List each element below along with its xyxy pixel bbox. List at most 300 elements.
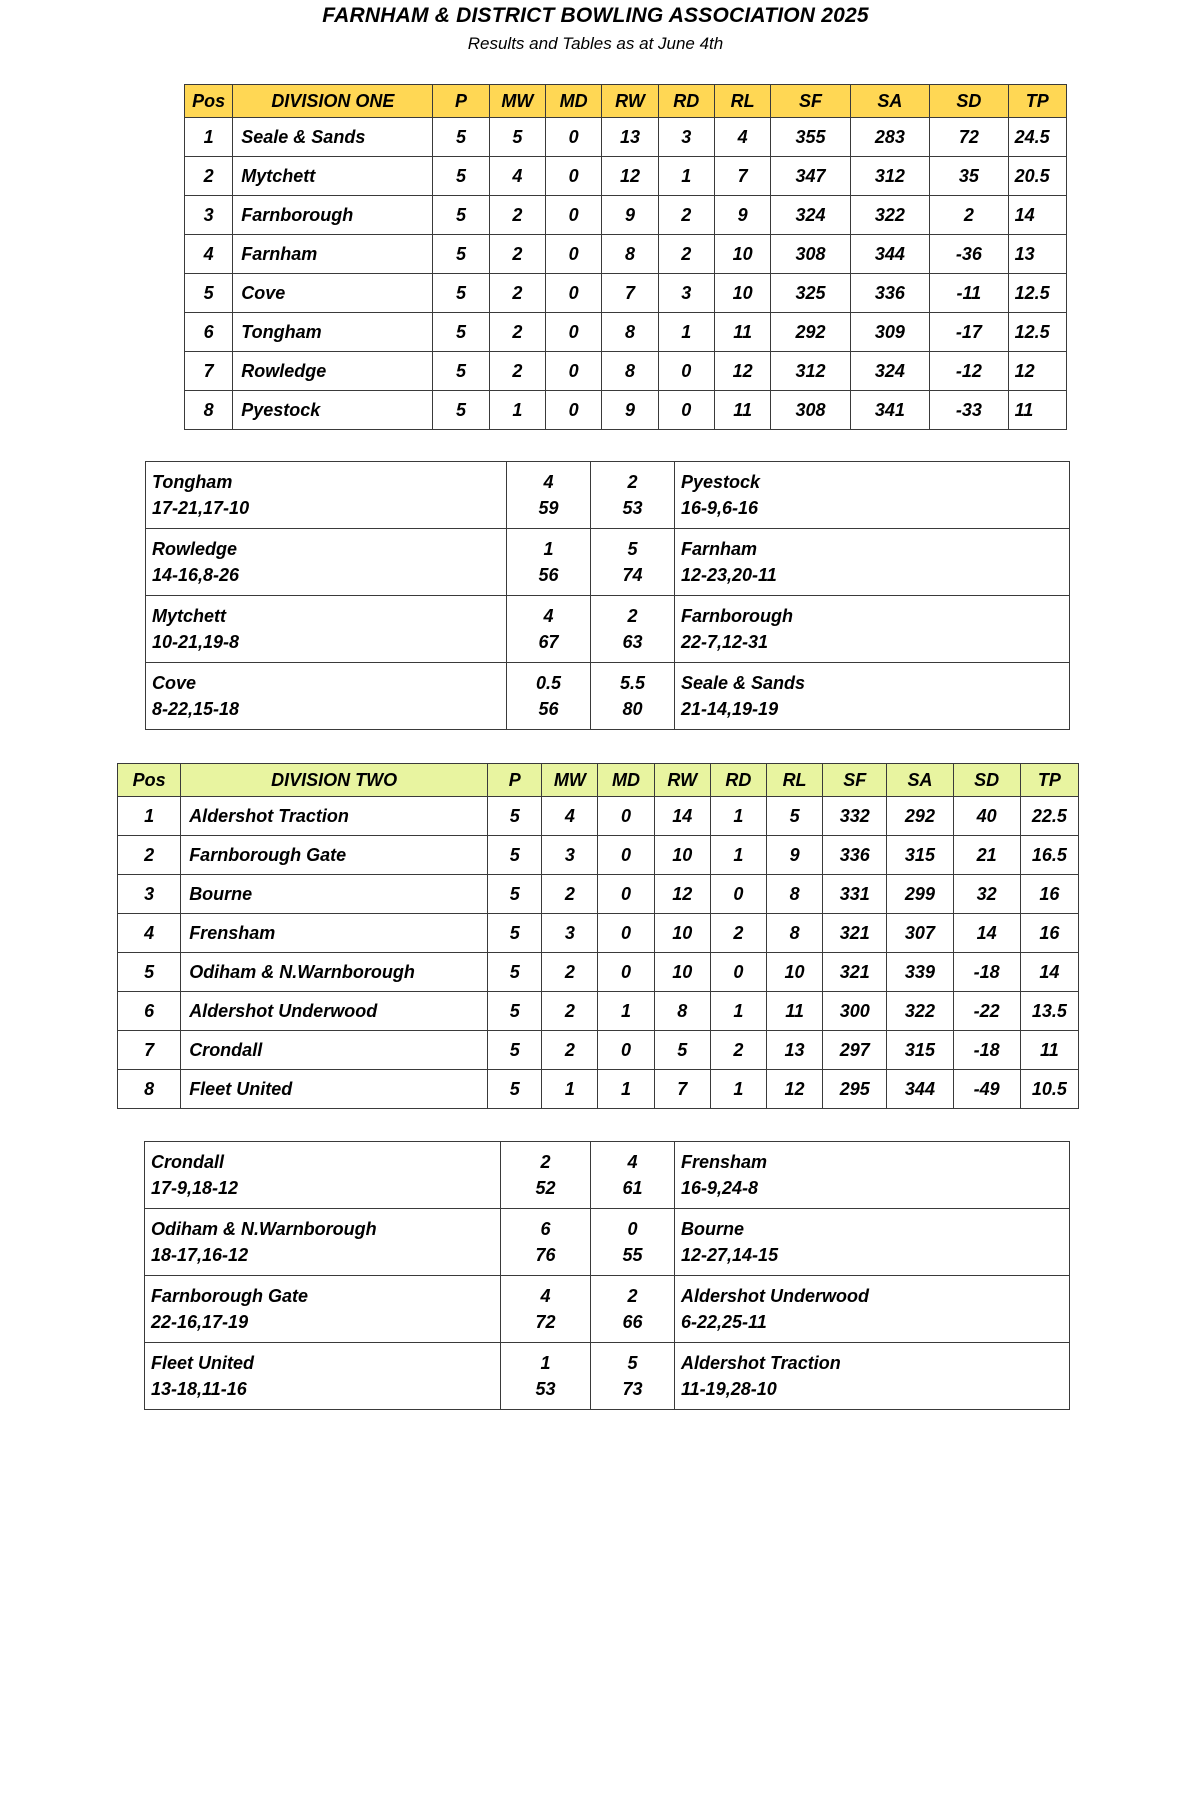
team-name-cell: Bourne <box>181 875 488 914</box>
away-shots: 53 <box>622 498 643 518</box>
table-cell: 4 <box>185 235 233 274</box>
table-cell: 325 <box>771 274 850 313</box>
table-cell: 5 <box>433 391 489 430</box>
table-cell: 11 <box>1020 1031 1078 1070</box>
table-cell: 2 <box>489 352 545 391</box>
away-points: 5.5 <box>619 673 646 693</box>
home-score-cell <box>501 1209 591 1276</box>
table-cell: 4 <box>714 118 770 157</box>
table-cell: 341 <box>850 391 929 430</box>
table-cell: 6 <box>118 992 181 1031</box>
table-cell: 1 <box>118 797 181 836</box>
home-rink-scores: 17-21,17-10 <box>152 498 250 518</box>
table-cell: 12 <box>766 1070 822 1109</box>
table-cell: 13 <box>766 1031 822 1070</box>
table-cell: 308 <box>771 391 850 430</box>
match-result-row <box>146 596 1070 663</box>
away-points: 0 <box>627 1219 638 1239</box>
table-cell: 0 <box>658 391 714 430</box>
away-rink-scores: 21-14,19-19 <box>681 699 779 719</box>
match-result-row <box>146 663 1070 730</box>
column-header: SD <box>930 85 1008 118</box>
table-cell: 16 <box>1020 875 1078 914</box>
team-name-cell: Aldershot Underwood <box>181 992 488 1031</box>
table-cell: 11 <box>714 313 770 352</box>
table-cell: 9 <box>602 391 658 430</box>
table-cell: 8 <box>602 235 658 274</box>
table-cell: 7 <box>185 352 233 391</box>
table-cell: 5 <box>433 118 489 157</box>
table-cell: 336 <box>850 274 929 313</box>
away-team-name: Seale & Sands <box>681 673 806 693</box>
table-cell: 5 <box>488 1070 542 1109</box>
column-header: SD <box>953 764 1020 797</box>
table-cell: -18 <box>953 953 1020 992</box>
table-cell: 283 <box>850 118 929 157</box>
home-points: 4 <box>540 1286 551 1306</box>
team-name-cell: Rowledge <box>233 352 433 391</box>
away-shots: 55 <box>622 1245 643 1265</box>
page-subtitle: Results and Tables as at June 4th <box>467 34 724 53</box>
table-cell: 5 <box>488 797 542 836</box>
table-cell: 4 <box>118 914 181 953</box>
home-team-cell <box>146 462 507 529</box>
table-cell: 0 <box>598 914 654 953</box>
table-cell: 292 <box>771 313 850 352</box>
away-team-name: Farnham <box>681 539 758 559</box>
table-cell: 13 <box>1008 235 1066 274</box>
table-cell: 2 <box>489 196 545 235</box>
table-cell: 339 <box>887 953 953 992</box>
team-name-cell: Cove <box>233 274 433 313</box>
table-cell: 7 <box>602 274 658 313</box>
table-cell: 5 <box>489 118 545 157</box>
table-cell: 0 <box>546 352 602 391</box>
home-points: 4 <box>543 606 554 626</box>
table-cell: 312 <box>771 352 850 391</box>
table-cell: 12 <box>1008 352 1066 391</box>
team-name-cell: Odiham & N.Warnborough <box>181 953 488 992</box>
table-cell: 2 <box>710 914 766 953</box>
table-cell: 24.5 <box>1008 118 1066 157</box>
table-cell: 16.5 <box>1020 836 1078 875</box>
table-cell: 4 <box>489 157 545 196</box>
column-header: MW <box>489 85 545 118</box>
table-header-row <box>118 764 1079 797</box>
table-cell: 322 <box>887 992 953 1031</box>
away-score-cell <box>591 1142 675 1209</box>
table-row <box>118 836 1079 875</box>
home-shots: 56 <box>538 699 559 719</box>
team-name-cell: Tongham <box>233 313 433 352</box>
table-cell: 4 <box>542 797 598 836</box>
team-name-cell: Seale & Sands <box>233 118 433 157</box>
table-row <box>185 196 1067 235</box>
table-cell: 324 <box>771 196 850 235</box>
away-rink-scores: 16-9,24-8 <box>681 1178 759 1198</box>
home-team-name: Odiham & N.Warnborough <box>151 1219 377 1239</box>
away-rink-scores: 22-7,12-31 <box>681 632 769 652</box>
table-row <box>118 875 1079 914</box>
home-team-name: Crondall <box>151 1152 225 1172</box>
table-cell: 16 <box>1020 914 1078 953</box>
away-points: 5 <box>627 1353 638 1373</box>
table-cell: 309 <box>850 313 929 352</box>
table-cell: 8 <box>602 352 658 391</box>
away-team-cell <box>675 462 1070 529</box>
table-cell: 8 <box>766 875 822 914</box>
away-score-cell <box>591 462 675 529</box>
home-points: 2 <box>540 1152 551 1172</box>
column-header: P <box>433 85 489 118</box>
column-header: RW <box>654 764 710 797</box>
table-cell: 0 <box>546 157 602 196</box>
table-row <box>185 313 1067 352</box>
table-cell: 5 <box>433 352 489 391</box>
table-cell: 355 <box>771 118 850 157</box>
table-cell: 295 <box>823 1070 887 1109</box>
table-cell: -22 <box>953 992 1020 1031</box>
column-header: RW <box>602 85 658 118</box>
table-cell: 297 <box>823 1031 887 1070</box>
away-rink-scores: 6-22,25-11 <box>681 1312 767 1332</box>
column-header: Pos <box>185 85 233 118</box>
home-team-cell <box>145 1142 501 1209</box>
column-header: MD <box>598 764 654 797</box>
table-cell: 10 <box>654 914 710 953</box>
table-cell: 1 <box>598 1070 654 1109</box>
home-score-cell <box>507 596 591 663</box>
team-name-cell: Farnborough <box>233 196 433 235</box>
table-cell: 5 <box>433 196 489 235</box>
table-cell: 308 <box>771 235 850 274</box>
home-team-name: Fleet United <box>151 1353 255 1373</box>
table-cell: 0 <box>598 836 654 875</box>
table-cell: 12.5 <box>1008 313 1066 352</box>
table-cell: 3 <box>542 914 598 953</box>
table-cell: 11 <box>766 992 822 1031</box>
table-row <box>185 352 1067 391</box>
away-team-name: Aldershot Traction <box>681 1353 841 1373</box>
away-points: 2 <box>627 1286 638 1306</box>
table-cell: 292 <box>887 797 953 836</box>
team-name-cell: Farnborough Gate <box>181 836 488 875</box>
team-name-cell: Farnham <box>233 235 433 274</box>
table-cell: 5 <box>488 875 542 914</box>
column-header: SF <box>823 764 887 797</box>
table-cell: 35 <box>930 157 1008 196</box>
table-cell: 72 <box>930 118 1008 157</box>
table-cell: -36 <box>930 235 1008 274</box>
table-cell: 344 <box>850 235 929 274</box>
home-team-name: Rowledge <box>152 539 238 559</box>
table-cell: -33 <box>930 391 1008 430</box>
table-cell: 22.5 <box>1020 797 1078 836</box>
table-cell: 0 <box>598 1031 654 1070</box>
table-cell: 10 <box>714 235 770 274</box>
table-cell: 5 <box>766 797 822 836</box>
table-cell: 0 <box>546 235 602 274</box>
column-header: DIVISION ONE <box>233 85 433 118</box>
table-cell: 1 <box>710 992 766 1031</box>
home-shots: 72 <box>535 1312 556 1332</box>
home-score-cell <box>501 1343 591 1410</box>
table-row <box>118 797 1079 836</box>
away-team-cell <box>675 596 1070 663</box>
away-team-name: Pyestock <box>681 472 761 492</box>
away-team-cell <box>675 529 1070 596</box>
table-cell: 331 <box>823 875 887 914</box>
table-cell: 5 <box>118 953 181 992</box>
table-cell: 40 <box>953 797 1020 836</box>
table-cell: 12 <box>714 352 770 391</box>
home-team-cell <box>146 596 507 663</box>
away-points: 2 <box>627 606 638 626</box>
home-team-cell <box>145 1276 501 1343</box>
table-cell: 2 <box>185 157 233 196</box>
home-rink-scores: 18-17,16-12 <box>151 1245 249 1265</box>
home-shots: 67 <box>538 632 559 652</box>
table-row <box>118 1031 1079 1070</box>
table-cell: 5 <box>433 235 489 274</box>
table-cell: 11 <box>714 391 770 430</box>
home-rink-scores: 14-16,8-26 <box>152 565 240 585</box>
table-cell: 324 <box>850 352 929 391</box>
table-cell: 8 <box>654 992 710 1031</box>
table-row <box>185 118 1067 157</box>
table-cell: 2 <box>658 235 714 274</box>
table-cell: 9 <box>602 196 658 235</box>
column-header: TP <box>1008 85 1066 118</box>
away-points: 4 <box>627 1152 638 1172</box>
away-team-name: Farnborough <box>681 606 793 626</box>
table-cell: 7 <box>654 1070 710 1109</box>
table-cell: 0 <box>546 196 602 235</box>
away-shots: 66 <box>622 1312 643 1332</box>
away-rink-scores: 11-19,28-10 <box>681 1379 777 1399</box>
away-team-cell <box>675 1276 1070 1343</box>
table-cell: 2 <box>489 274 545 313</box>
table-cell: -12 <box>930 352 1008 391</box>
table-cell: 2 <box>710 1031 766 1070</box>
table-cell: 0 <box>546 118 602 157</box>
away-shots: 74 <box>622 565 643 585</box>
table-cell: 2 <box>542 1031 598 1070</box>
away-score-cell <box>591 529 675 596</box>
table-cell: 3 <box>185 196 233 235</box>
table-cell: -17 <box>930 313 1008 352</box>
table-cell: 1 <box>658 313 714 352</box>
team-name-cell: Frensham <box>181 914 488 953</box>
table-cell: 8 <box>602 313 658 352</box>
match-result-row <box>145 1276 1070 1343</box>
home-rink-scores: 8-22,15-18 <box>152 699 240 719</box>
table-row <box>118 914 1079 953</box>
home-shots: 56 <box>538 565 559 585</box>
home-rink-scores: 17-9,18-12 <box>151 1178 239 1198</box>
column-header: SA <box>887 764 953 797</box>
home-shots: 76 <box>535 1245 556 1265</box>
table-cell: 1 <box>710 1070 766 1109</box>
away-shots: 63 <box>622 632 643 652</box>
table-cell: 321 <box>823 953 887 992</box>
table-cell: 12 <box>654 875 710 914</box>
table-cell: 0 <box>546 313 602 352</box>
table-cell: 312 <box>850 157 929 196</box>
table-cell: 5 <box>488 953 542 992</box>
table-cell: 2 <box>658 196 714 235</box>
table-cell: 10 <box>766 953 822 992</box>
table-cell: 0 <box>546 391 602 430</box>
table-row <box>185 157 1067 196</box>
match-result-row <box>145 1142 1070 1209</box>
home-rink-scores: 13-18,11-16 <box>151 1379 247 1399</box>
table-cell: -11 <box>930 274 1008 313</box>
home-score-cell <box>507 462 591 529</box>
away-team-name: Aldershot Underwood <box>681 1286 869 1306</box>
home-shots: 59 <box>538 498 559 518</box>
team-name-cell: Crondall <box>181 1031 488 1070</box>
table-cell: 32 <box>953 875 1020 914</box>
away-score-cell <box>591 663 675 730</box>
table-cell: 5 <box>433 274 489 313</box>
away-rink-scores: 12-27,14-15 <box>681 1245 779 1265</box>
away-team-cell <box>675 663 1070 730</box>
table-cell: 10 <box>714 274 770 313</box>
table-cell: 5 <box>654 1031 710 1070</box>
table-cell: 347 <box>771 157 850 196</box>
table-cell: 0 <box>658 352 714 391</box>
team-name-cell: Mytchett <box>233 157 433 196</box>
table-cell: 14 <box>1008 196 1066 235</box>
away-shots: 80 <box>622 699 643 719</box>
table-cell: 1 <box>710 797 766 836</box>
away-points: 5 <box>627 539 638 559</box>
table-cell: 336 <box>823 836 887 875</box>
table-cell: 10 <box>654 953 710 992</box>
home-points: 0.5 <box>535 673 562 693</box>
column-header: RL <box>714 85 770 118</box>
table-cell: 5 <box>488 836 542 875</box>
home-score-cell <box>507 529 591 596</box>
table-row <box>185 391 1067 430</box>
column-header: MW <box>542 764 598 797</box>
home-shots: 53 <box>535 1379 556 1399</box>
table-cell: 0 <box>710 875 766 914</box>
table-cell: 1 <box>598 992 654 1031</box>
table-cell: 0 <box>546 274 602 313</box>
table-cell: 0 <box>710 953 766 992</box>
table-cell: 1 <box>542 1070 598 1109</box>
table-cell: 2 <box>118 836 181 875</box>
table-cell: 2 <box>489 235 545 274</box>
table-cell: 3 <box>658 274 714 313</box>
home-shots: 52 <box>535 1178 556 1198</box>
column-header: SF <box>771 85 850 118</box>
team-name-cell: Fleet United <box>181 1070 488 1109</box>
table-cell: 8 <box>766 914 822 953</box>
column-header: RD <box>710 764 766 797</box>
table-cell: 8 <box>118 1070 181 1109</box>
table-cell: 3 <box>658 118 714 157</box>
table-cell: 9 <box>766 836 822 875</box>
team-name-cell: Pyestock <box>233 391 433 430</box>
table-cell: 2 <box>489 313 545 352</box>
table-cell: 2 <box>542 992 598 1031</box>
home-score-cell <box>501 1276 591 1343</box>
away-score-cell <box>591 1343 675 1410</box>
away-rink-scores: 12-23,20-11 <box>681 565 777 585</box>
column-header: DIVISION TWO <box>181 764 488 797</box>
division-one-table <box>184 84 1067 430</box>
table-cell: 14 <box>953 914 1020 953</box>
table-row <box>118 953 1079 992</box>
table-cell: 6 <box>185 313 233 352</box>
column-header: SA <box>850 85 929 118</box>
table-cell: 321 <box>823 914 887 953</box>
home-rink-scores: 10-21,19-8 <box>152 632 240 652</box>
table-cell: 332 <box>823 797 887 836</box>
table-cell: 322 <box>850 196 929 235</box>
away-points: 2 <box>627 472 638 492</box>
match-result-row <box>146 529 1070 596</box>
table-cell: 13 <box>602 118 658 157</box>
table-cell: 1 <box>658 157 714 196</box>
table-cell: 3 <box>118 875 181 914</box>
home-team-name: Cove <box>152 673 197 693</box>
table-cell: 2 <box>930 196 1008 235</box>
table-row <box>118 992 1079 1031</box>
table-cell: 315 <box>887 1031 953 1070</box>
home-team-cell <box>146 663 507 730</box>
table-cell: 13.5 <box>1020 992 1078 1031</box>
table-cell: 315 <box>887 836 953 875</box>
table-cell: 21 <box>953 836 1020 875</box>
table-cell: 7 <box>714 157 770 196</box>
table-cell: 0 <box>598 797 654 836</box>
away-team-name: Frensham <box>681 1152 768 1172</box>
table-cell: 5 <box>488 1031 542 1070</box>
table-cell: 5 <box>433 157 489 196</box>
home-score-cell <box>501 1142 591 1209</box>
away-score-cell <box>591 1209 675 1276</box>
table-cell: 12.5 <box>1008 274 1066 313</box>
home-team-name: Tongham <box>152 472 233 492</box>
match-result-row <box>145 1343 1070 1410</box>
table-cell: 2 <box>542 953 598 992</box>
home-score-cell <box>507 663 591 730</box>
match-result-row <box>146 462 1070 529</box>
home-team-cell <box>146 529 507 596</box>
away-shots: 61 <box>622 1178 643 1198</box>
table-row <box>118 1070 1079 1109</box>
table-cell: 5 <box>488 914 542 953</box>
home-team-name: Mytchett <box>152 606 227 626</box>
table-cell: 300 <box>823 992 887 1031</box>
table-cell: 7 <box>118 1031 181 1070</box>
away-score-cell <box>591 596 675 663</box>
table-cell: 10.5 <box>1020 1070 1078 1109</box>
table-cell: 10 <box>654 836 710 875</box>
table-cell: 307 <box>887 914 953 953</box>
table-cell: 12 <box>602 157 658 196</box>
away-score-cell <box>591 1276 675 1343</box>
table-cell: 5 <box>433 313 489 352</box>
division-one-results <box>145 461 1070 730</box>
table-row <box>185 235 1067 274</box>
team-name-cell: Aldershot Traction <box>181 797 488 836</box>
column-header: P <box>488 764 542 797</box>
